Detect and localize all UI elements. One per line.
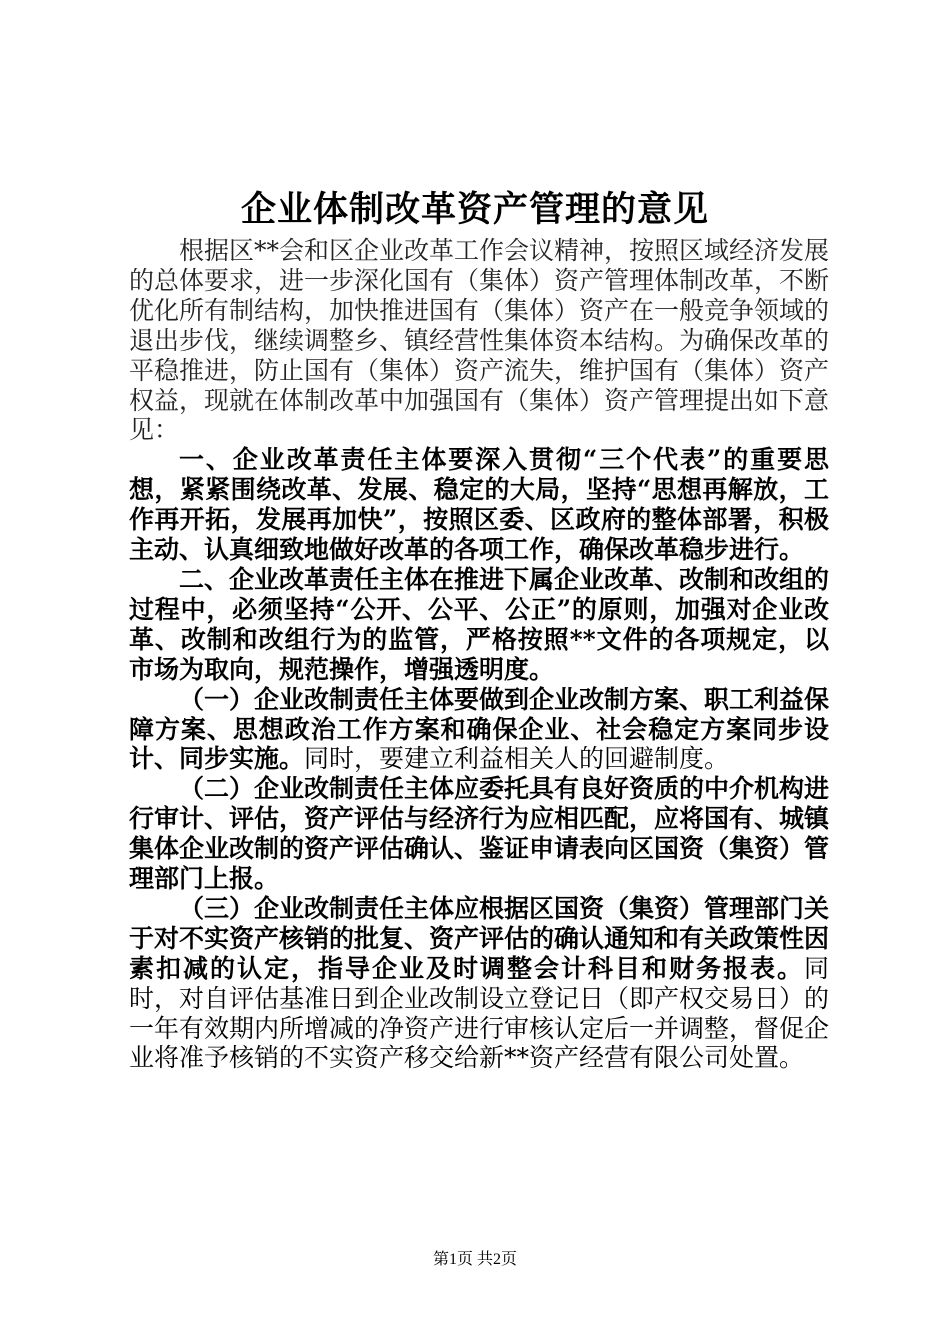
paragraph-section-2: 二、企业改革责任主体在推进下属企业改革、改制和改组的过程中，必须坚持“公开、公平、公正”的原则，加强对企业改革、改制和改组行为的监管，严格按照**文件的各项规定，以市场为取向，规范操作，增强透明度。 <box>129 564 830 684</box>
document-body <box>129 236 829 1073</box>
paragraph-item-3-tail: 同时，对自评估基准日到企业改制设立登记日（即产权交易日）的一年有效期内所增减的净资产进行审核认定后一并调整，督促企业将准予核销的不实资产移交给新**资产经营有限公司处置。 <box>129 953 830 1073</box>
paragraph-section-1: 一、企业改革责任主体要深入贯彻“三个代表”的重要思想，紧紧围绕改革、发展、稳定的大局，坚持“思想再解放，工作再开拓，发展再加快”，按照区委、区政府的整体部署，积极主动、认真细致地做好改革的各项工作，确保改革稳步进行。 <box>129 445 829 565</box>
page-number-footer: 第1页 共2页 <box>432 1251 517 1268</box>
paragraph-item-2: （二）企业改制责任主体应委托具有良好资质的中介机构进行审计、评估，资产评估与经济行为应相匹配，应将国有、城镇集体企业改制的资产评估确认、鉴证申请表向区国资（集资）管理部门上报。 <box>129 774 830 894</box>
paragraph-intro: 根据区**会和区企业改革工作会议精神，按照区域经济发展的总体要求，进一步深化国有（集体）资产管理体制改革，不断优化所有制结构，加快推进国有（集体）资产在一般竞争领域的退出步伐，继续调整乡、镇经营性集体资本结构。为确保改革的平稳推进，防止国有（集体）资产流失，维护国有（集体）资产权益，现就在体制改革中加强国有（集体）资产管理提出如下意见： <box>129 236 830 445</box>
paragraph-item-3 <box>129 894 829 1073</box>
paragraph-item-3-main: （三）企业改制责任主体应根据区国资（集资）管理部门关于对不实资产核销的批复、资产评估的确认通知和有关政策性因素扣减的认定，指导企业及时调整会计科目和财务报表。 <box>129 893 830 983</box>
document-title: 企业体制改革资产管理的意见 <box>240 189 709 230</box>
paragraph-item-1-tail: 同时，要建立利益相关人的回避制度。 <box>304 744 730 774</box>
paragraph-item-1 <box>129 685 829 775</box>
paragraph-item-1-main: （一）企业改制责任主体要做到企业改制方案、职工利益保障方案、思想政治工作方案和确保企业、社会稳定方案同步设计、同步实施。 <box>129 684 830 774</box>
